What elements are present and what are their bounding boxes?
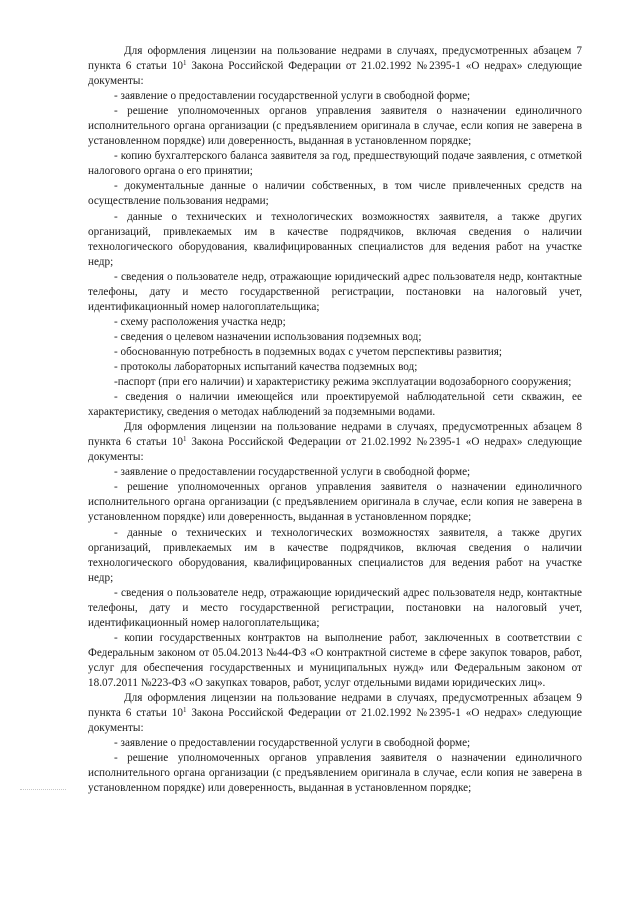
section-intro-paragraph (88, 691, 582, 736)
document-body (88, 44, 582, 796)
section-intro-paragraph (88, 44, 582, 89)
requirement-list-item: - решение уполномоченных органов управления заявителя о назначении единоличного исполнительного органа организации (с предъявлением оригинала в случае, если копия не заверена в установленном порядке) или доверенность, выданная в установленном порядке; (88, 105, 582, 148)
paragraph-text: Для оформления лицензии на пользование недрами в случаях, предусмотренных абзацем 7 пункта 6 статьи 10 (88, 45, 582, 73)
requirement-list-item: - сведения о целевом назначении использования подземных вод; (114, 330, 422, 343)
article-superscript: 1 (182, 59, 187, 68)
requirement-list-item: -паспорт (при его наличии) и характеристику режима эксплуатации водозаборного сооружения; (114, 376, 572, 389)
requirement-list-item: - обоснованную потребность в подземных водах с учетом перспективы развития; (114, 345, 502, 358)
requirement-list-item: - решение уполномоченных органов управления заявителя о назначении единоличного исполнительного органа организации (с предъявлением оригинала в случае, если копия не заверена в установленном порядке) или доверенность, выданная в установленном порядке; (88, 481, 582, 524)
requirement-list-item: - сведения о пользователе недр, отражающие юридический адрес пользователя недр, контактные телефоны, дату и место государственной регистрации, постановки на налоговый учет, идентификационный номер налогоплательщика; (88, 586, 582, 629)
requirement-list-item: - заявление о предоставлении государственной услуги в свободной форме; (114, 737, 471, 750)
paragraph-text: Для оформления лицензии на пользование недрами в случаях, предусмотренных абзацем 9 пункта 6 статьи 10 (88, 692, 582, 720)
section-intro-paragraph (88, 420, 582, 465)
requirement-list-item: - сведения о наличии имеющейся или проектируемой наблюдательной сети скважин, ее характеристику, сведения о методах наблюдений за подземными водами. (88, 391, 582, 419)
paragraph-text: Для оформления лицензии на пользование недрами в случаях, предусмотренных абзацем 8 пункта 6 статьи 10 (88, 421, 582, 449)
requirement-list-item: - данные о технических и технологических возможностях заявителя, а также других организаций, привлекаемых им в качестве подрядчиков, включая сведения о наличии технологического оборудования, квалифицированных специалистов для ведения работ на участке недр; (88, 526, 582, 584)
requirement-list-item: - заявление о предоставлении государственной услуги в свободной форме; (114, 466, 471, 479)
article-superscript: 1 (182, 435, 187, 444)
requirement-list-item: - документальные данные о наличии собственных, в том числе привлеченных средств на осуществление пользования недрами; (88, 180, 582, 208)
requirement-list-item: - решение уполномоченных органов управления заявителя о назначении единоличного исполнительного органа организации (с предъявлением оригинала в случае, если копия не заверена в установленном порядке) или доверенность, выданная в установленном порядке; (88, 752, 582, 795)
paragraph-text-tail: Закона Российской Федерации от 21.02.1992 №2395-1 «О недрах» следующие документы: (88, 436, 582, 464)
requirement-list-item: - копию бухгалтерского баланса заявителя за год, предшествующий подаче заявления, с отметкой налогового органа о его принятии; (88, 150, 582, 178)
requirement-list-item: - протоколы лабораторных испытаний качества подземных вод; (114, 360, 418, 373)
requirement-list-item: - сведения о пользователе недр, отражающие юридический адрес пользователя недр, контактные телефоны, дату и место государственной регистрации, постановки на налоговый учет, идентификационный номер налогоплательщика; (88, 270, 582, 313)
paragraph-text-tail: Закона Российской Федерации от 21.02.1992 №2395-1 «О недрах» следующие документы: (88, 707, 582, 735)
paragraph-text-tail: Закона Российской Федерации от 21.02.1992 №2395-1 «О недрах» следующие документы: (88, 60, 582, 88)
scan-artifact-mark (20, 789, 66, 790)
requirement-list-item: - копии государственных контрактов на выполнение работ, заключенных в соответствии с Федеральным законом от 05.04.2013 №44-ФЗ «О контрактной системе в сфере закупок товаров, работ, услуг для обеспечения государственных и муниципальных нужд» или Федеральным законом от 18.07.2011 №223-ФЗ «О закупках товаров, работ, услуг отдельными видами юридических лиц». (88, 631, 582, 689)
requirement-list-item: - заявление о предоставлении государственной услуги в свободной форме; (114, 90, 471, 103)
requirement-list-item: - схему расположения участка недр; (114, 315, 286, 328)
article-superscript: 1 (182, 706, 187, 715)
requirement-list-item: - данные о технических и технологических возможностях заявителя, а также других организаций, привлекаемых им в качестве подрядчиков, включая сведения о наличии технологического оборудования, квалифицированных специалистов для ведения работ на участке недр; (88, 210, 582, 268)
